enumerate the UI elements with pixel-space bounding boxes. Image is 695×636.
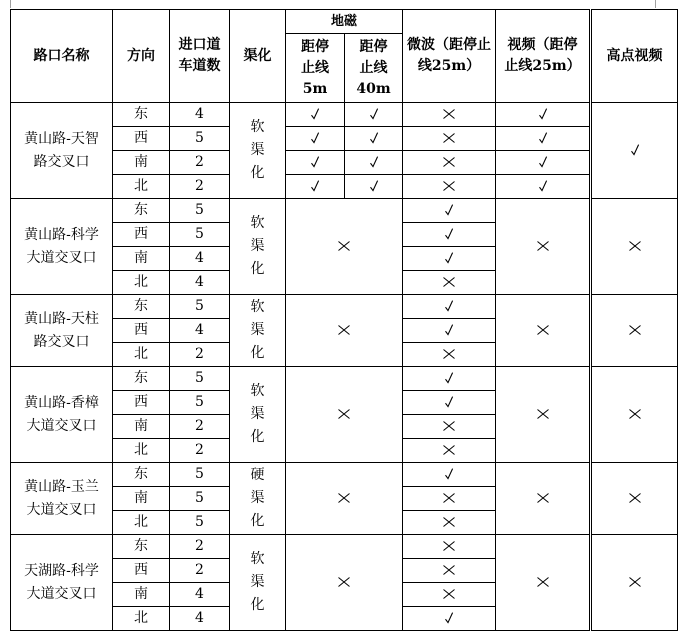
page-corner-mark-right [655,0,662,8]
check-mark-icon [367,107,381,121]
lane-count-cell: 2 [170,175,230,199]
microwave-cell [403,199,496,223]
direction-cell: 东 [113,103,170,127]
microwave-cell [403,223,496,247]
microwave-cell [403,175,496,199]
cross-mark-icon [337,575,351,589]
microwave-cell [403,295,496,319]
geomagnetic-5m-cell [286,103,345,127]
lane-count-cell: 2 [170,559,230,583]
check-mark-icon [536,155,550,169]
header-direction: 方向 [113,10,170,103]
lane-count-cell: 5 [170,391,230,415]
geomagnetic-40m-cell [345,175,403,199]
high-point-video-cell [591,463,678,535]
high-point-video-cell [591,367,678,463]
video-cell [496,175,591,199]
cross-mark-icon [442,587,456,601]
direction-cell: 东 [113,295,170,319]
microwave-cell [403,127,496,151]
lane-count-cell: 5 [170,367,230,391]
cross-mark-icon [442,419,456,433]
geomagnetic-cell [286,535,403,631]
channelization-cell: 软渠化 [230,535,286,631]
table-row [11,199,678,223]
lane-count-cell: 2 [170,439,230,463]
geomagnetic-5m-cell [286,175,345,199]
cross-mark-icon [337,407,351,421]
geomagnetic-5m-cell [286,151,345,175]
check-mark-icon [367,131,381,145]
check-mark-icon [442,323,456,337]
microwave-cell [403,559,496,583]
geomagnetic-40m-cell [345,127,403,151]
geomagnetic-cell [286,367,403,463]
check-mark-icon [442,611,456,625]
lane-count-cell: 5 [170,463,230,487]
channelization-cell: 软渠化 [230,295,286,367]
lane-count-cell: 4 [170,271,230,295]
geomagnetic-cell [286,463,403,535]
lane-count-cell: 4 [170,103,230,127]
microwave-cell [403,343,496,367]
high-point-video-cell [591,103,678,199]
check-mark-icon [442,299,456,313]
check-mark-icon [536,131,550,145]
microwave-cell [403,415,496,439]
intersection-name-cell: 天湖路-科学大道交叉口 [11,535,113,631]
direction-cell: 西 [113,319,170,343]
check-mark-icon [628,143,642,157]
header-geomagnetic-40m: 距停止线40m [345,34,403,103]
cross-mark-icon [536,407,550,421]
cross-mark-icon [442,107,456,121]
cross-mark-icon [442,155,456,169]
lane-count-cell: 4 [170,247,230,271]
intersection-name-cell: 黄山路-玉兰大道交叉口 [11,463,113,535]
cross-mark-icon [442,179,456,193]
geomagnetic-cell [286,199,403,295]
direction-cell: 东 [113,199,170,223]
check-mark-icon [308,107,322,121]
lane-count-cell: 5 [170,223,230,247]
check-mark-icon [442,467,456,481]
cross-mark-icon [536,239,550,253]
header-high-point-video: 高点视频 [591,10,678,103]
check-mark-icon [442,227,456,241]
cross-mark-icon [442,443,456,457]
table-row [11,535,678,559]
direction-cell: 南 [113,247,170,271]
channelization-cell: 软渠化 [230,103,286,199]
direction-cell: 北 [113,607,170,631]
intersection-name-cell: 黄山路-科学大道交叉口 [11,199,113,295]
table-header [11,10,678,103]
video-cell [496,535,591,631]
cross-mark-icon [628,575,642,589]
lane-count-cell: 5 [170,127,230,151]
page-corner-mark-left [4,0,11,8]
intersection-name-cell: 黄山路-天柱路交叉口 [11,295,113,367]
geomagnetic-5m-cell [286,127,345,151]
lane-count-cell: 4 [170,607,230,631]
video-cell [496,199,591,295]
detector-config-table [10,9,678,631]
geomagnetic-40m-cell [345,103,403,127]
lane-count-cell: 5 [170,199,230,223]
lane-count-cell: 2 [170,343,230,367]
video-cell [496,127,591,151]
direction-cell: 北 [113,175,170,199]
cross-mark-icon [337,323,351,337]
microwave-cell [403,103,496,127]
direction-cell: 西 [113,391,170,415]
microwave-cell [403,391,496,415]
lane-count-cell: 2 [170,415,230,439]
cross-mark-icon [442,131,456,145]
lane-count-cell: 5 [170,487,230,511]
cross-mark-icon [536,323,550,337]
microwave-cell [403,271,496,295]
cross-mark-icon [337,239,351,253]
cross-mark-icon [442,347,456,361]
geomagnetic-40m-cell [345,151,403,175]
header-geomagnetic: 地磁 [286,10,403,34]
header-lane-count: 进口道车道数 [170,10,230,103]
high-point-video-cell [591,199,678,295]
lane-count-cell: 4 [170,319,230,343]
lane-count-cell: 5 [170,295,230,319]
video-cell [496,103,591,127]
microwave-cell [403,151,496,175]
direction-cell: 北 [113,439,170,463]
video-cell [496,151,591,175]
lane-count-cell: 4 [170,583,230,607]
check-mark-icon [442,251,456,265]
direction-cell: 东 [113,463,170,487]
cross-mark-icon [536,575,550,589]
cross-mark-icon [628,407,642,421]
microwave-cell [403,247,496,271]
direction-cell: 北 [113,511,170,535]
check-mark-icon [442,203,456,217]
cross-mark-icon [628,323,642,337]
header-geomagnetic-5m: 距停止线5m [286,34,345,103]
cross-mark-icon [442,491,456,505]
direction-cell: 西 [113,559,170,583]
direction-cell: 南 [113,583,170,607]
channelization-cell: 硬渠化 [230,463,286,535]
header-intersection-name: 路口名称 [11,10,113,103]
lane-count-cell: 5 [170,511,230,535]
microwave-cell [403,487,496,511]
direction-cell: 北 [113,343,170,367]
check-mark-icon [367,179,381,193]
microwave-cell [403,367,496,391]
check-mark-icon [442,395,456,409]
geomagnetic-cell [286,295,403,367]
direction-cell: 南 [113,151,170,175]
direction-cell: 西 [113,223,170,247]
high-point-video-cell [591,535,678,631]
video-cell [496,367,591,463]
cross-mark-icon [442,275,456,289]
microwave-cell [403,439,496,463]
video-cell [496,463,591,535]
microwave-cell [403,463,496,487]
direction-cell: 西 [113,127,170,151]
header-channelization: 渠化 [230,10,286,103]
microwave-cell [403,607,496,631]
microwave-cell [403,583,496,607]
high-point-video-cell [591,295,678,367]
cross-mark-icon [442,563,456,577]
table-row [11,463,678,487]
video-cell [496,295,591,367]
table-row [11,103,678,127]
table-row [11,295,678,319]
header-microwave: 微波（距停止线25m） [403,10,496,103]
check-mark-icon [308,155,322,169]
table-body [11,103,678,631]
cross-mark-icon [536,491,550,505]
lane-count-cell: 2 [170,151,230,175]
intersection-name-cell: 黄山路-香樟大道交叉口 [11,367,113,463]
check-mark-icon [536,179,550,193]
cross-mark-icon [337,491,351,505]
lane-count-cell: 2 [170,535,230,559]
direction-cell: 东 [113,367,170,391]
microwave-cell [403,535,496,559]
channelization-cell: 软渠化 [230,367,286,463]
direction-cell: 北 [113,271,170,295]
table-row [11,367,678,391]
cross-mark-icon [628,491,642,505]
direction-cell: 南 [113,487,170,511]
direction-cell: 南 [113,415,170,439]
intersection-name-cell: 黄山路-天智路交叉口 [11,103,113,199]
check-mark-icon [367,155,381,169]
check-mark-icon [308,179,322,193]
check-mark-icon [536,107,550,121]
direction-cell: 东 [113,535,170,559]
check-mark-icon [308,131,322,145]
cross-mark-icon [628,239,642,253]
cross-mark-icon [442,539,456,553]
microwave-cell [403,319,496,343]
channelization-cell: 软渠化 [230,199,286,295]
cross-mark-icon [442,515,456,529]
check-mark-icon [442,371,456,385]
microwave-cell [403,511,496,535]
header-video: 视频（距停止线25m） [496,10,591,103]
